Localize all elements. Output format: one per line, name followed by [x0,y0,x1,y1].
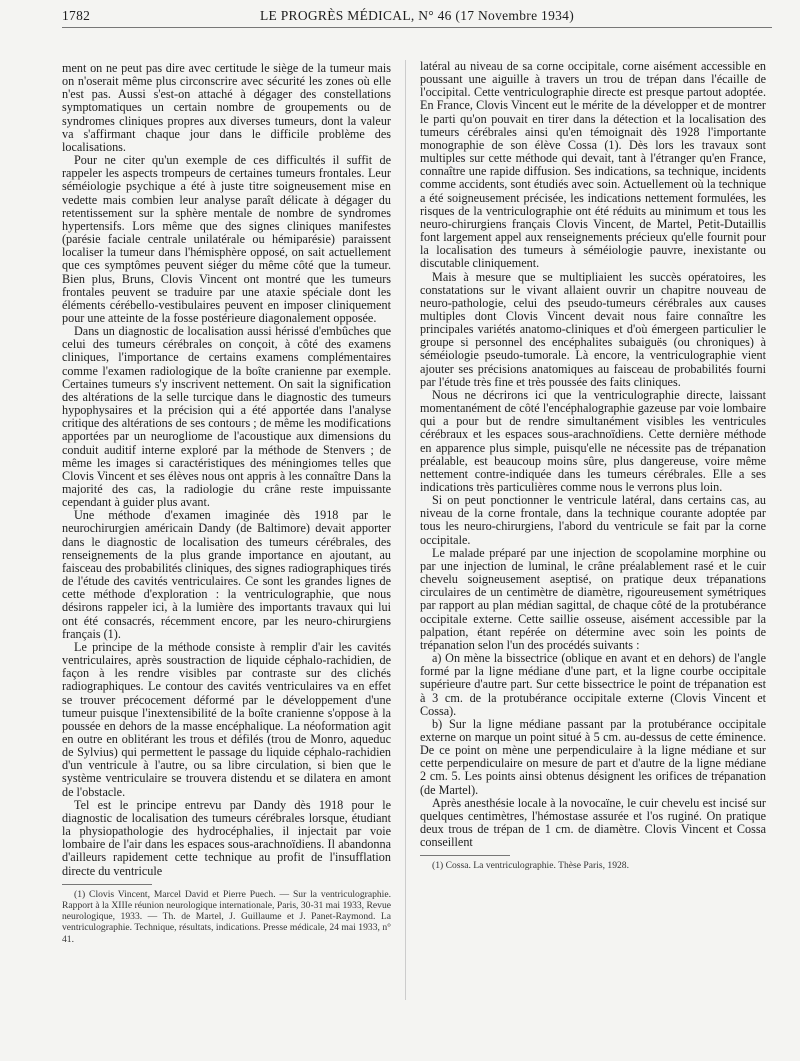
footnote: (1) Clovis Vincent, Marcel David et Pierre Puech. — Sur la ventriculographie. Rapport à la XIIIe réunion neurologique internationale, Paris, 30-31 mai 1933, Revue neurologique, 1933. — Th. de Martel, J. Guillaume et J. Panet-Raymond. La ventriculographie. Technique, résultats, indications. Presse médicale, 24 mai 1933, n° 41. [62,888,391,945]
paragraph: Tel est le principe entrevu par Dandy dès 1918 pour le diagnostic de localisation des tumeurs cérébrales lorsque, étudiant la physiopathologie des hydrocéphalies, il injectait par voie lombaire de l'air dans les espaces sous-arachnoïdiens. Il abandonna d'ailleurs rapidement cette technique au profit de l'insufflation directe du ventricule [62,797,391,878]
paragraph: ment on ne peut pas dire avec certitude le siège de la tumeur mais on n'oserait même plus circonscrire avec sécurité les zones où elle n'est pas. Aussi s'est-on attaché à dégager des constellations symptomatiques un certain nombre de groupements ou de syndromes cliniques propres aux diverses tumeurs, dont la valeur va s'affirmant chaque jour dans le difficile problème des localisations. [62,61,391,154]
paragraph: latéral au niveau de sa corne occipitale, corne aisément accessible en poussant une aiguille à travers un trou de trépan dans l'écaille de l'occipital. Cette ventriculographie directe est presque partout adoptée. En France, Clovis Vincent eut le mérite de la développer et de montrer le parti qu'on pouvait en tirer dans la détection et la localisation des tumeurs cérébrales ainsi qu'en témoignait dès 1928 l'importante monographie de son élève Cossa (1). Dès lors les travaux sont multiples sur cette méthode qui devait, tant à l'étranger qu'en France, connaître une rapide diffusion. Ses indications, sa technique, incidents comme accidents, sont étudiés avec soin. Actuellement où la technique a été soigneusement précisée, les indications nettement formulées, les risques de la ventriculographie ont été réduits au minimum et tous les neuro-chirurgiens français Clovis Vincent, de Martel, Petit-Dutaillis font largement appel aux renseignements précieux qu'elle fournit pour la localisation des tumeurs à séméiologie pauvre, inexistante ou discutable cliniquement. [420,59,766,271]
footnote: (1) Cossa. La ventriculographie. Thèse Paris, 1928. [432,860,629,872]
running-title: LE PROGRÈS MÉDICAL, N° 46 (17 Novembre 1934) [259,8,575,23]
paragraph: Le principe de la méthode consiste à remplir d'air les cavités ventriculaires, après soustraction de liquide céphalo-rachidien, de façon à les rendre visibles par contraste sur des clichés radiographiques. Le contour des cavités ventriculaires va en effet se trouver précocement déformé par le développement d'une tumeur puisque l'inextensibilité de la boîte cranienne s'oppose à la poussée en dehors de la masse encéphalique. La néoformation agit en outre en oblitérant les trous et défilés (trou de Monro, aqueduc de Sylvius) qui permettent le passage du liquide céphalo-rachidien d'un ventricule à l'autre, ou sa libre circulation, si bien que le système ventriculaire se trouvera distendu et se dilatera en amont de l'obstacle. [62,639,391,799]
list-item: a) On mène la bissectrice (oblique en avant et en dehors) de l'angle formé par la ligne médiane d'une part, et la ligne courbe occipitale supérieure d'autre part. Sur cette bissectrice le point de trépanation est à 3 cm. de la protubérance occipitale externe (Clovis Vincent et Cossa). [420,651,766,718]
left-column [62,62,391,945]
paragraph: Une méthode d'examen imaginée dès 1918 par le neurochirurgien américain Dandy (de Baltimore) devait apporter dans le diagnostic de localisation des tumeurs cérébrales, des renseignements de la plus grande importance en ajoutant, au faisceau des probabilités cliniques, des signes radiographiques tirés de l'étude des cavités ventriculaires. Ce sont les grandes lignes de cette méthode d'exploration : la ventriculographie, que nous désirons rappeler ici, à la lumière des importants travaux qui lui ont été consacrés, récemment encore, par les neuro-chirurgiens français (1). [62,508,391,641]
page-number: 1782 [62,8,91,23]
footnote-rule [62,884,152,885]
paragraph: Le malade préparé par une injection de scopolamine morphine ou par une injection de luminal, le crâne préalablement rasé et le cuir chevelu soigneusement aseptisé, on pratique deux trépanations circulaires de un centimètre de diamètre, rigoureusement symétriques par rapport au plan médian sagittal, de chaque côté de la protubérance occipitale externe. Cette saillie osseuse, aisément accessible par la palpation, étant repérée on détermine avec soin les points de trépanation selon l'un des procédés suivants : [420,545,766,652]
paragraph: Nous ne décrirons ici que la ventriculographie directe, laissant momentanément de côté l'encéphalographie gazeuse par voie lombaire qui a pour but de rendre simultanément visibles les ventricules cérébraux et les espaces sous-arachnoïdiens. Cette dernière méthode en apparence plus simple, puisqu'elle ne nécessite pas de trépanation préalable, est beaucoup moins sûre, plus dangereuse, voire même nettement contre-indiquée dans les tumeurs cérébrales. Elle a ses indications très particulières comme nous le verrons plus loin. [420,387,766,494]
paragraph: Dans un diagnostic de localisation aussi hérissé d'embûches que celui des tumeurs cérébrales on conçoit, à côté des examens cliniques, l'importance de certains examens complémentaires comme l'examen radiologique de la boîte cranienne par exemple. Certaines tumeurs s'y inscrivent nettement. On sait la signification des altérations de la selle turcique dans le diagnostic des tumeurs hypophysaires et la précision qui a été apportée dans l'analyse critique des altérations de ses contours ; de même les modifications apportées par un neurogliome de l'acoustique aux dimensions du conduit auditif interne exploré par la méthode de Stenvers ; de même les images si caractéristiques des méningiomes telles que Clovis Vincent et ses élèves nous ont appris à les connaître Dans la majorité des cas, la radiologie du crâne reste impuissante cependant à guider plus avant. [62,324,391,510]
page-header [62,6,772,28]
paragraph: Si on peut ponctionner le ventricule latéral, dans certains cas, au niveau de la corne frontale, dans la technique courante adoptée par tous les neuro-chirurgiens, l'abord du ventricule se fait par la corne occipitale. [420,493,766,547]
paragraph: Après anesthésie locale à la novocaïne, le cuir chevelu est incisé sur quelques centimètres, l'hémostase assurée et l'os ruginé. On pratique deux trous de trépan de 1 cm. de diamètre. Clovis Vincent et Cossa conseillent [420,795,766,850]
header-rule [62,27,772,28]
paragraph: Pour ne citer qu'un exemple de ces difficultés il suffit de rappeler les aspects trompeurs de certaines tumeurs frontales. Leur séméiologie psychique a été à juste titre soigneusement mise en vedette mais combien leur analyse paraît délicate à dégager du retentissement sur la sphère mentale de nombre de syndromes hypertensifs. Lors même que des signes cliniques manifestes (parésie faciale centrale unilatérale ou hémiparésie) paraissent localiser la tumeur dans l'hémisphère opposé, on sait actuellement que ces symptômes peuvent siéger du même côté que la tumeur. Bien plus, Bruns, Clovis Vincent ont montré que les tumeurs frontales peuvent se traduire par une ataxie spéciale dont les éléments cérébello-vestibulaires peuvent en imposer cliniquement pour une atteinte de la fosse postérieure diagonalement opposée. [62,153,391,325]
column-divider [405,60,406,1000]
footnote-rule [420,855,510,856]
right-column [420,60,766,872]
paragraph: Mais à mesure que se multipliaient les succès opératoires, les constatations sur le vivant allaient ouvrir un chapitre nouveau de neuro-pathologie, celui des pseudo-tumeurs cérébrales aux causes multiples dont Clovis Vincent devait nous faire connaître les principales variétés anatomo-cliniques et d'où émergeen particulier le groupe si personnel des encéphalites subaiguës (ou chroniques) à séméiologie pseudo-tumorale. Là encore, la ventriculographie vient ajouter ses précisions anatomiques au faisceau de probabilités fourni par l'étude très fine et très poussée des faits cliniques. [420,269,766,389]
list-item: b) Sur la ligne médiane passant par la protubérance occipitale externe on marque un point situé à 5 cm. au-dessus de cette éminence. De ce point on mène une perpendiculaire à la ligne médiane et sur cette perpendiculaire on mesure de part et d'autre de la ligne médiane 2 cm. 5. Les points ainsi obtenus désignent les orifices de trépanation (de Martel). [420,716,766,797]
